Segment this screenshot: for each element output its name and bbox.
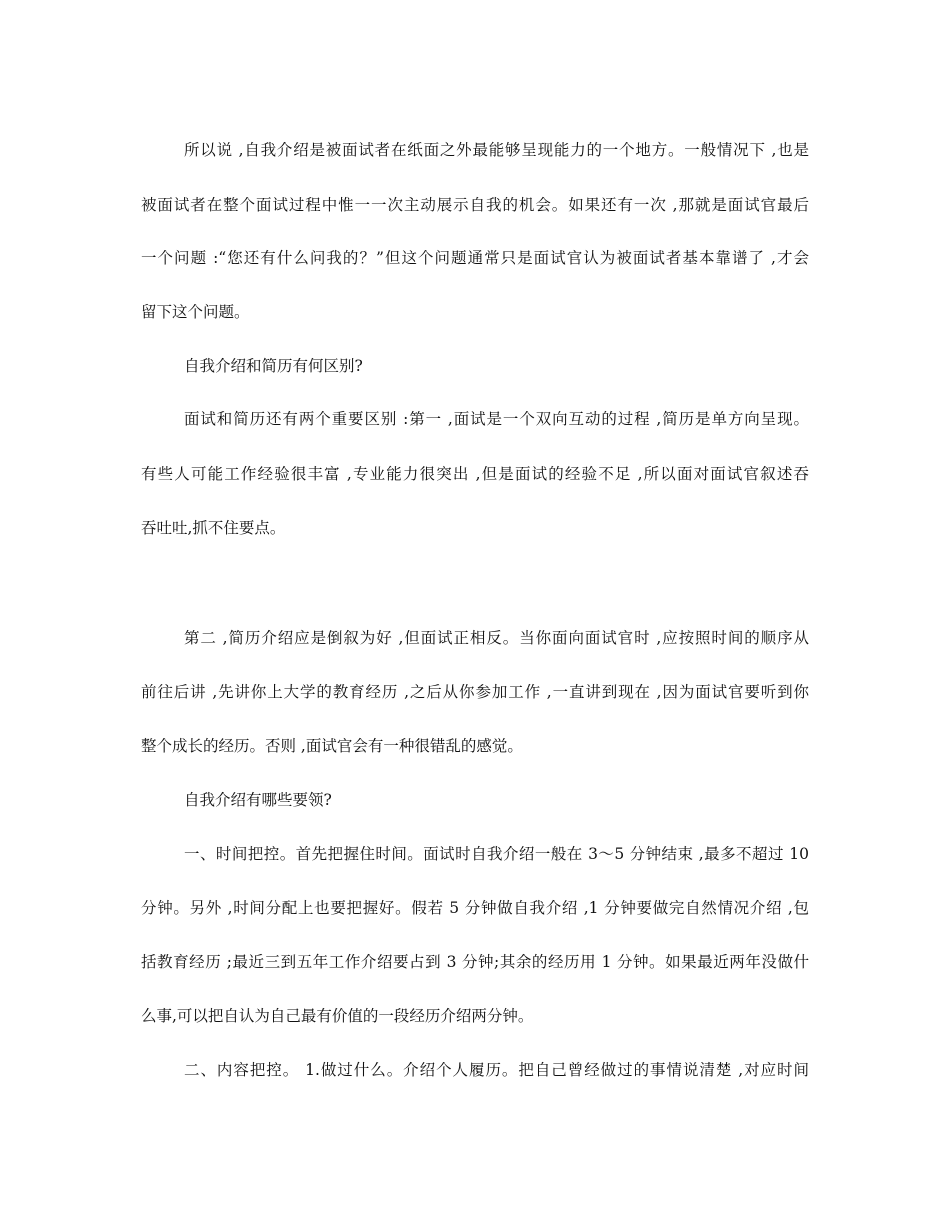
text-line-11 — [0, 735, 950, 757]
paragraph-3-line-1: 第二 ,简历介绍应是倒叙为好 ,但面试正相反。当你面向面试官时 ,应按照时间的顺序从 — [184, 629, 809, 647]
text-line-14 — [0, 897, 950, 919]
text-line-12 — [0, 789, 950, 811]
paragraph-4-line-4: 么事,可以把自认为自己最有价值的一段经历介绍两分钟。 — [141, 1007, 534, 1025]
text-line-8 — [0, 517, 950, 539]
text-line-9 — [0, 627, 950, 649]
paragraph-3-line-2: 前往后讲 ,先讲你上大学的教育经历 ,之后从你参加工作 ,一直讲到现在 ,因为面试官要听到你 — [141, 683, 809, 701]
text-line-15 — [0, 951, 950, 973]
text-line-6 — [0, 408, 950, 430]
paragraph-1-line-1: 所以说 ,自我介绍是被面试者在纸面之外最能够呈现能力的一个地方。一般情况下 ,也是 — [184, 141, 809, 159]
paragraph-4-line-1: 一、时间把控。首先把握住时间。面试时自我介绍一般在 3～5 分钟结束 ,最多不超过 10 — [184, 845, 809, 863]
question-heading-1: 自我介绍和简历有何区别? — [184, 357, 363, 375]
question-heading-2: 自我介绍有哪些要领? — [184, 791, 332, 809]
text-line-4 — [0, 301, 950, 323]
paragraph-3-line-3: 整个成长的经历。否则 ,面试官会有一种很错乱的感觉。 — [141, 737, 523, 755]
paragraph-1-line-4: 留下这个问题。 — [141, 303, 250, 321]
paragraph-5-line-1: 二、内容把控。 1.做过什么。介绍个人履历。把自己曾经做过的事情说清楚 ,对应时间 — [184, 1061, 809, 1079]
text-line-2 — [0, 194, 950, 216]
paragraph-4-line-3: 括教育经历 ;最近三到五年工作介绍要占到 3 分钟;其余的经历用 1 分钟。如果最近两年没做什 — [141, 953, 809, 971]
paragraph-1-line-3: 一个问题 :“您还有什么问我的？”但这个问题通常只是面试官认为被面试者基本靠谱了 ,才会 — [141, 249, 809, 267]
text-line-13 — [0, 843, 950, 865]
paragraph-2-line-3: 吞吐吐,抓不住要点。 — [141, 519, 286, 537]
paragraph-2-line-2: 有些人可能工作经验很丰富 ,专业能力很突出 ,但是面试的经验不足 ,所以面对面试官叙述吞 — [141, 465, 809, 483]
paragraph-2-line-1: 面试和简历还有两个重要区别 :第一 ,面试是一个双向互动的过程 ,简历是单方向呈现。 — [184, 410, 809, 428]
text-line-16 — [0, 1005, 950, 1027]
paragraph-1-line-2: 被面试者在整个面试过程中惟一一次主动展示自我的机会。如果还有一次 ,那就是面试官最后 — [141, 196, 809, 214]
text-line-5 — [0, 355, 950, 377]
text-line-10 — [0, 681, 950, 703]
text-line-7 — [0, 463, 950, 485]
text-line-17 — [0, 1059, 950, 1081]
text-line-1 — [0, 139, 950, 161]
paragraph-4-line-2: 分钟。另外 ,时间分配上也要把握好。假若 5 分钟做自我介绍 ,1 分钟要做完自然情况介绍 ,包 — [141, 899, 809, 917]
text-line-3 — [0, 247, 950, 269]
